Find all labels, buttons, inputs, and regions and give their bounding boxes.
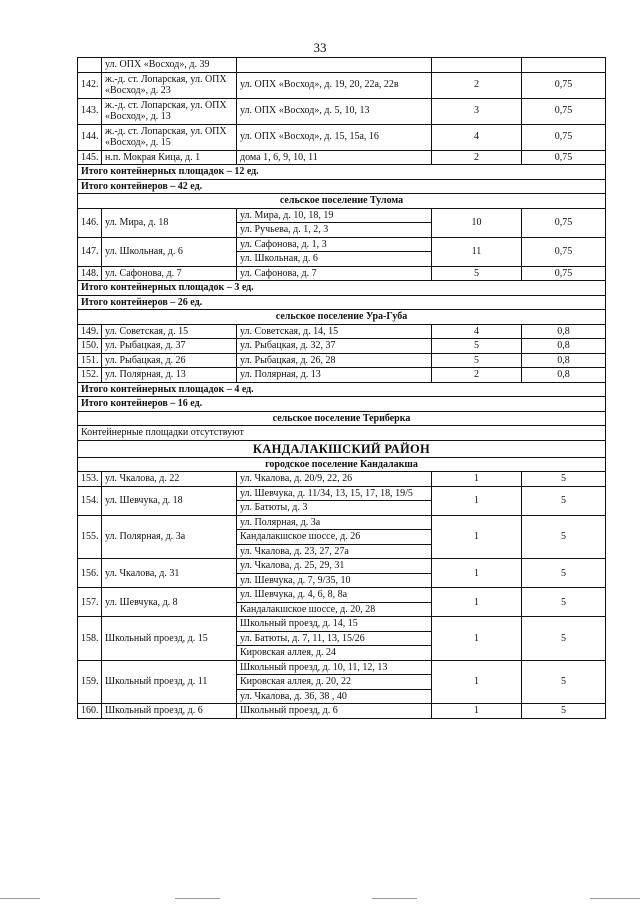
total-row (78, 295, 606, 310)
served-address: ул. ОПХ «Восход», д. 15, 15а, 16 (237, 124, 432, 150)
row-number: 146. (78, 208, 102, 237)
table-row (78, 72, 606, 98)
note-text: Контейнерные площадки отсутствуют (78, 426, 606, 441)
container-volume: 5 (522, 472, 606, 487)
table-row (78, 353, 606, 368)
row-number: 153. (78, 472, 102, 487)
table-row (78, 58, 606, 73)
site-address: Школьный проезд, д. 11 (102, 660, 237, 704)
row-number: 150. (78, 339, 102, 354)
table-row (78, 98, 606, 124)
table-row (78, 472, 606, 487)
district-heading: КАНДАЛАКШСКИЙ РАЙОН (78, 440, 606, 457)
container-count: 5 (432, 339, 522, 354)
table-row (78, 617, 606, 632)
row-number: 148. (78, 266, 102, 281)
container-volume: 5 (522, 617, 606, 661)
served-address: ул. Полярная, д. 3а (237, 515, 432, 530)
container-volume: 0,8 (522, 339, 606, 354)
total-row (78, 397, 606, 412)
container-count: 1 (432, 660, 522, 704)
container-volume: 5 (522, 704, 606, 719)
table-row (78, 704, 606, 719)
served-address: ул. Школьная, д. 6 (237, 252, 432, 267)
table-row (78, 368, 606, 383)
row-number: 147. (78, 237, 102, 266)
site-address: Школьный проезд, д. 6 (102, 704, 237, 719)
table-row (78, 515, 606, 530)
site-address: ул. Сафонова, д. 7 (102, 266, 237, 281)
container-volume: 0,75 (522, 237, 606, 266)
container-volume: 0,75 (522, 124, 606, 150)
table-row (78, 266, 606, 281)
table-row (78, 559, 606, 574)
section-row (78, 457, 606, 472)
table-row (78, 588, 606, 603)
section-row (78, 310, 606, 325)
container-volume: 5 (522, 515, 606, 559)
site-address: ул. ОПХ «Восход», д. 39 (102, 58, 237, 73)
container-count: 2 (432, 368, 522, 383)
container-count: 1 (432, 588, 522, 617)
container-volume: 0,75 (522, 150, 606, 165)
site-address: ул. Школьная, д. 6 (102, 237, 237, 266)
container-count: 2 (432, 72, 522, 98)
table-row (78, 150, 606, 165)
served-address: Кировская аллея, д. 20, 22 (237, 675, 432, 690)
table-row (78, 208, 606, 223)
row-number: 158. (78, 617, 102, 661)
container-count: 4 (432, 124, 522, 150)
site-address: ул. Советская, д. 15 (102, 324, 237, 339)
container-count: 1 (432, 486, 522, 515)
container-volume: 5 (522, 588, 606, 617)
footer-rule-center-left (175, 898, 220, 899)
site-address: ул. Полярная, д. 13 (102, 368, 237, 383)
table-row (78, 660, 606, 675)
container-count: 3 (432, 98, 522, 124)
total-line: Итого контейнеров – 26 ед. (78, 295, 606, 310)
total-line: Итого контейнеров – 42 ед. (78, 179, 606, 194)
served-address: ул. Сафонова, д. 7 (237, 266, 432, 281)
served-address: ул. Батюты, д. 3 (237, 501, 432, 516)
container-volume: 5 (522, 486, 606, 515)
served-address: ул. Чкалова, д. 25, 29, 31 (237, 559, 432, 574)
container-volume: 0,8 (522, 353, 606, 368)
row-number (78, 58, 102, 73)
row-number: 143. (78, 98, 102, 124)
total-row (78, 382, 606, 397)
container-count: 1 (432, 704, 522, 719)
served-address: Школьный проезд, д. 10, 11, 12, 13 (237, 660, 432, 675)
container-count: 1 (432, 515, 522, 559)
container-volume: 5 (522, 660, 606, 704)
container-count: 10 (432, 208, 522, 237)
row-number: 159. (78, 660, 102, 704)
container-count: 2 (432, 150, 522, 165)
site-address: ул. Шевчука, д. 18 (102, 486, 237, 515)
site-address: ул. Мира, д. 18 (102, 208, 237, 237)
footer-rule-right (590, 898, 640, 899)
footer-rule-left (0, 898, 40, 899)
container-count: 5 (432, 353, 522, 368)
served-address: ул. Чкалова, д. 36, 38 , 40 (237, 689, 432, 704)
table-body (78, 58, 606, 719)
container-count: 4 (432, 324, 522, 339)
table-row (78, 339, 606, 354)
served-address: ул. Чкалова, д. 20/9, 22, 26 (237, 472, 432, 487)
row-number: 160. (78, 704, 102, 719)
site-address: ул. Чкалова, д. 31 (102, 559, 237, 588)
site-address: ж.-д. ст. Лопарская, ул. ОПХ «Восход», д. 23 (102, 72, 237, 98)
total-line: Итого контейнеров – 16 ед. (78, 397, 606, 412)
district-row (78, 440, 606, 457)
row-number: 142. (78, 72, 102, 98)
row-number: 156. (78, 559, 102, 588)
site-address: ул. Шевчука, д. 8 (102, 588, 237, 617)
container-volume: 0,75 (522, 98, 606, 124)
table-row (78, 324, 606, 339)
row-number: 157. (78, 588, 102, 617)
settlement-heading: сельское поселение Ура-Губа (78, 310, 606, 325)
container-count: 11 (432, 237, 522, 266)
total-line: Итого контейнерных площадок – 3 ед. (78, 281, 606, 296)
served-address: ул. Мира, д. 10, 18, 19 (237, 208, 432, 223)
row-number: 144. (78, 124, 102, 150)
container-count: 1 (432, 559, 522, 588)
served-address: дома 1, 6, 9, 10, 11 (237, 150, 432, 165)
total-row (78, 165, 606, 180)
note-row (78, 426, 606, 441)
served-address: Кировская аллея, д. 24 (237, 646, 432, 661)
served-address: ул. Советская, д. 14, 15 (237, 324, 432, 339)
container-count: 1 (432, 472, 522, 487)
row-number: 152. (78, 368, 102, 383)
table-row (78, 237, 606, 252)
served-address: ул. Сафонова, д. 1, 3 (237, 237, 432, 252)
section-row (78, 411, 606, 426)
page-number: 33 (313, 40, 327, 55)
container-volume: 5 (522, 559, 606, 588)
site-address: Школьный проезд, д. 15 (102, 617, 237, 661)
served-address: ул. ОПХ «Восход», д. 19, 20, 22а, 22в (237, 72, 432, 98)
served-address: Кандалакшское шоссе, д. 20, 28 (237, 602, 432, 617)
table-row (78, 486, 606, 501)
container-count: 1 (432, 617, 522, 661)
site-address: ул. Чкалова, д. 22 (102, 472, 237, 487)
site-address: ул. Полярная, д. 3а (102, 515, 237, 559)
container-count (432, 58, 522, 73)
row-number: 154. (78, 486, 102, 515)
served-address: ул. Рыбацкая, д. 32, 37 (237, 339, 432, 354)
footer-rule-center-right (372, 898, 417, 899)
served-address: ул. Шевчука, д. 7, 9/35, 10 (237, 573, 432, 588)
served-address: ул. Батюты, д. 7, 11, 13, 15/26 (237, 631, 432, 646)
row-number: 151. (78, 353, 102, 368)
served-address: ул. Чкалова, д. 23, 27, 27а (237, 544, 432, 559)
section-row (78, 194, 606, 209)
site-address: ул. Рыбацкая, д. 37 (102, 339, 237, 354)
total-line: Итого контейнерных площадок – 4 ед. (78, 382, 606, 397)
settlement-heading: сельское поселение Тулома (78, 194, 606, 209)
served-address: ул. Шевчука, д. 4, 6, 8, 8а (237, 588, 432, 603)
served-address: ул. ОПХ «Восход», д. 5, 10, 13 (237, 98, 432, 124)
container-count: 5 (432, 266, 522, 281)
site-address: ул. Рыбацкая, д. 26 (102, 353, 237, 368)
container-volume: 0,75 (522, 208, 606, 237)
row-number: 155. (78, 515, 102, 559)
served-address: Школьный проезд, д. 14, 15 (237, 617, 432, 632)
row-number: 145. (78, 150, 102, 165)
container-volume: 0,75 (522, 266, 606, 281)
container-volume (522, 58, 606, 73)
total-row (78, 179, 606, 194)
table-row (78, 124, 606, 150)
total-row (78, 281, 606, 296)
row-number: 149. (78, 324, 102, 339)
served-address: ул. Шевчука, д. 11/34, 13, 15, 17, 18, 19/5 (237, 486, 432, 501)
served-address: ул. Ручьева, д. 1, 2, 3 (237, 223, 432, 238)
container-volume: 0,75 (522, 72, 606, 98)
site-address: ж.-д. ст. Лопарская, ул. ОПХ «Восход», д. 15 (102, 124, 237, 150)
container-volume: 0,8 (522, 368, 606, 383)
container-volume: 0,8 (522, 324, 606, 339)
served-address: ул. Рыбацкая, д. 26, 28 (237, 353, 432, 368)
settlement-heading: городское поселение Кандалакша (78, 457, 606, 472)
served-address: Кандалакшское шоссе, д. 26 (237, 530, 432, 545)
served-address (237, 58, 432, 73)
site-address: ж.-д. ст. Лопарская, ул. ОПХ «Восход», д. 13 (102, 98, 237, 124)
settlement-heading: сельское поселение Териберка (78, 411, 606, 426)
site-address: н.п. Мокрая Кица, д. 1 (102, 150, 237, 165)
total-line: Итого контейнерных площадок – 12 ед. (78, 165, 606, 180)
served-address: Школьный проезд, д. 6 (237, 704, 432, 719)
container-sites-table (77, 57, 606, 719)
served-address: ул. Полярная, д. 13 (237, 368, 432, 383)
